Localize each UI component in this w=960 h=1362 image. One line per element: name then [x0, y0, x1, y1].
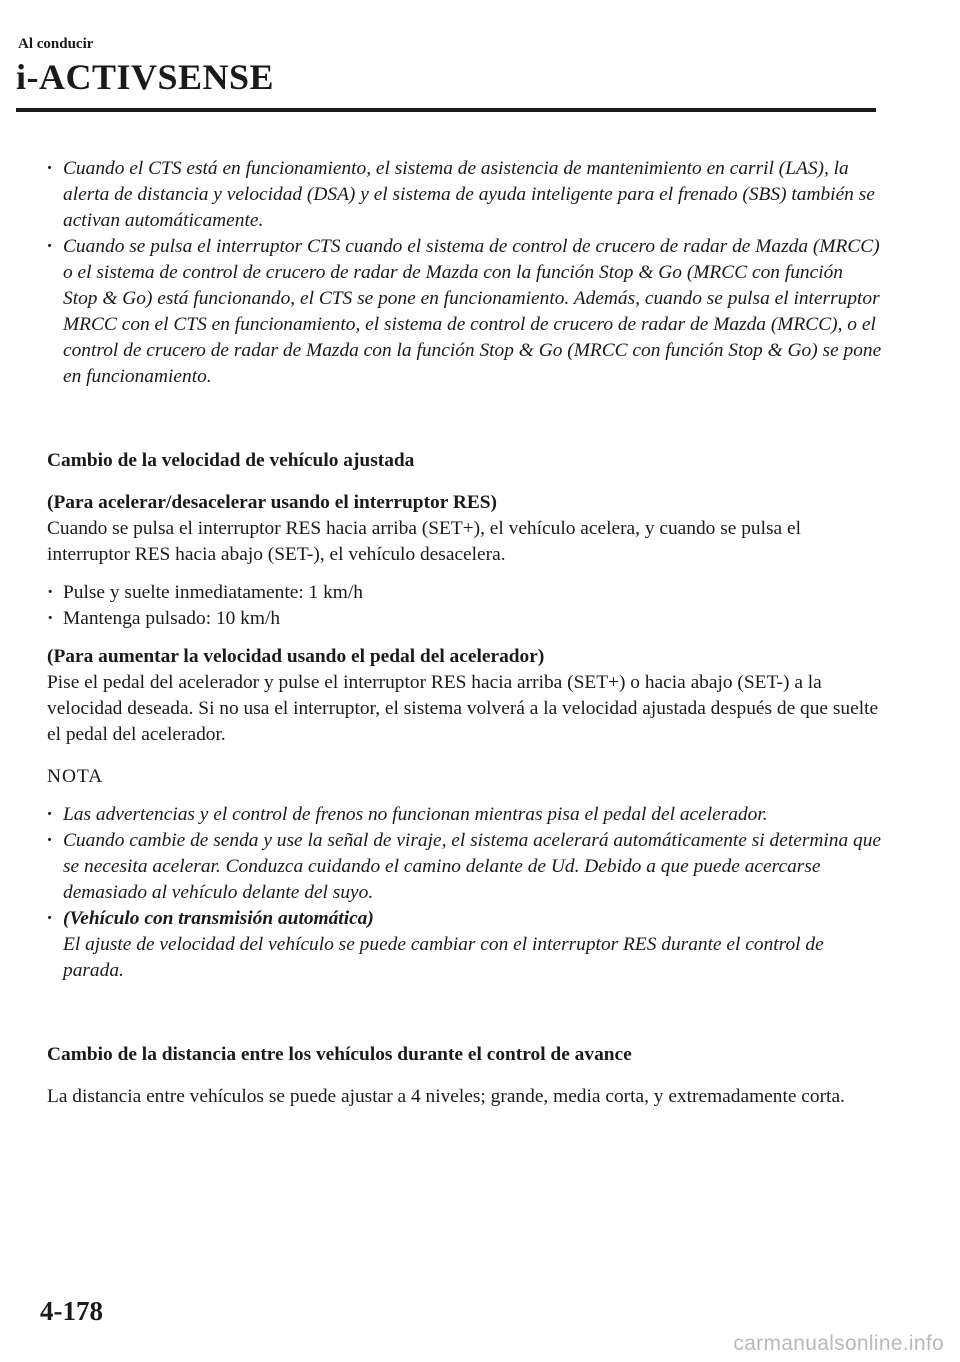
note-label: NOTA [47, 766, 104, 787]
section-label: Al conducir [18, 36, 94, 52]
page-title: i-ACTIVSENSE [16, 57, 275, 97]
page-number: 4-178 [40, 1296, 103, 1326]
note-bullet-text: El ajuste de velocidad del vehículo se puede cambiar con el interruptor RES durante el control de parada. [63, 934, 824, 981]
intro-bullet: · Cuando se pulsa el interruptor CTS cuando el sistema de control de crucero de radar de Mazda (MRCC) o el sistema de control de crucero de radar de Mazda con la función Stop & Go (MRCC con función Stop & Go) está funcionando, el CTS se pone en funcionamiento. Además, cuando se pulsa el interruptor MRCC con el CTS en funcionamiento, el sistema de control de crucero de radar de Mazda (MRCC), o el control de crucero de radar de Mazda con la función Stop & Go (MRCC con función Stop & Go) se pone en funcionamiento. [47, 234, 882, 390]
note-bullet [47, 906, 882, 984]
pedal-subheading: (Para aumentar la velocidad usando el pedal del acelerador) [47, 646, 545, 667]
note-bullet: · Cuando cambie de senda y use la señal de viraje, el sistema acelerará automáticamente si determina que se necesita acelerar. Conduzca cuidando el camino delante de Ud. Debido a que puede acercarse demasiado al vehículo delante del suyo. [47, 828, 882, 906]
res-bullet: · Mantenga pulsado: 10 km/h [47, 606, 882, 632]
header-divider [16, 108, 876, 112]
res-subheading: (Para acelerar/desacelerar usando el interruptor RES) [47, 492, 498, 513]
res-paragraph: Cuando se pulsa el interruptor RES hacia arriba (SET+), el vehículo acelera, y cuando se pulsa el interruptor RES hacia abajo (SET-), el vehículo desacelera. [47, 518, 801, 565]
watermark: carmanualsonline.info [733, 1332, 944, 1355]
note-bullet: · Las advertencias y el control de frenos no funcionan mientras pisa el pedal del acelerador. [47, 802, 882, 828]
res-bullet: · Pulse y suelte inmediatamente: 1 km/h [47, 580, 882, 606]
note-bullet-title: (Vehículo con transmisión automática) [63, 908, 374, 929]
page-content [47, 156, 882, 1110]
intro-bullet-list [47, 156, 882, 390]
pedal-paragraph: Pise el pedal del acelerador y pulse el interruptor RES hacia arriba (SET+) o hacia abajo (SET-) a la velocidad deseada. Si no usa el interruptor, el sistema volverá a la velocidad ajustada después de que suelte el pedal del acelerador. [47, 672, 879, 745]
speed-section-heading: Cambio de la velocidad de vehículo ajustada [47, 450, 415, 471]
note-bullet-list [47, 802, 882, 984]
intro-bullet: · Cuando el CTS está en funcionamiento, el sistema de asistencia de mantenimiento en carril (LAS), la alerta de distancia y velocidad (DSA) y el sistema de ayuda inteligente para el frenado (SBS) también se activan automáticamente. [47, 156, 882, 234]
distance-section-heading: Cambio de la distancia entre los vehículos durante el control de avance [47, 1044, 632, 1065]
distance-paragraph: La distancia entre vehículos se puede ajustar a 4 niveles; grande, media corta, y extremadamente corta. [47, 1086, 845, 1107]
res-bullet-list [47, 580, 882, 632]
